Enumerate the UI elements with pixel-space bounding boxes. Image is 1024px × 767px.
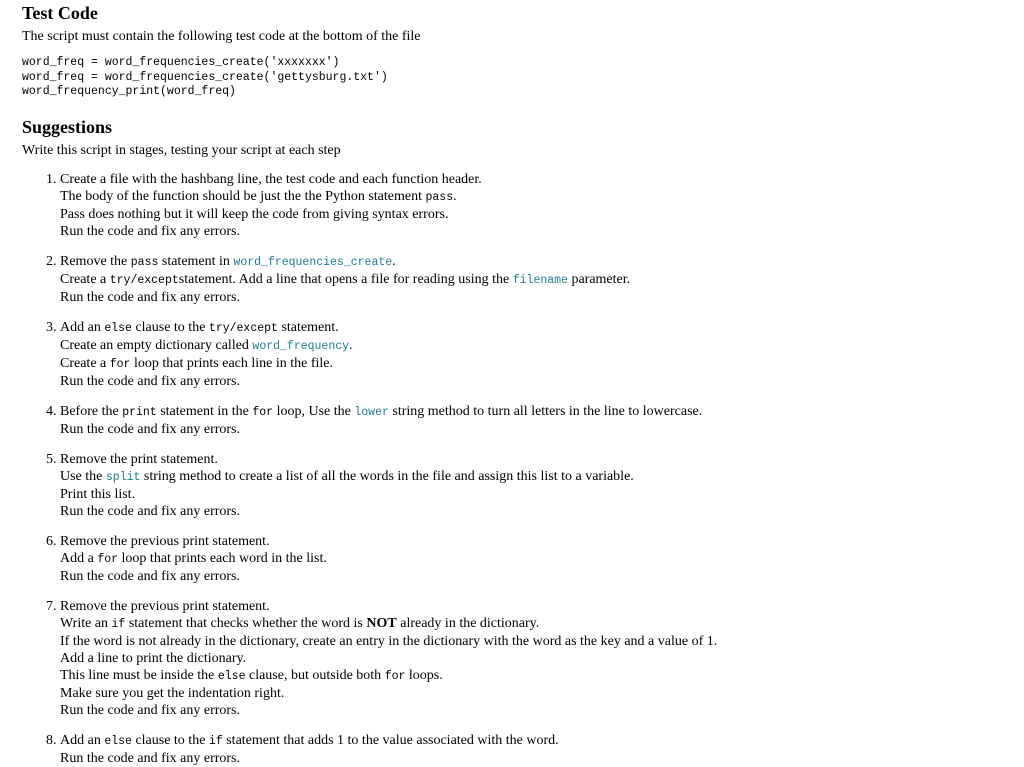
step-item (60, 598, 1024, 719)
step-line (60, 550, 1024, 568)
text-segment: Run the code and fix any errors. (60, 421, 240, 437)
step-line (60, 451, 1024, 468)
inline-code: print (122, 405, 157, 419)
step-line (60, 373, 1024, 390)
inline-code: split (105, 470, 141, 484)
step-line (60, 533, 1024, 550)
text-segment: Run the code and fix any errors. (60, 702, 240, 718)
text-segment: clause, but outside both (245, 667, 385, 683)
step-line (60, 271, 1024, 289)
test-code-heading: Test Code (22, 3, 98, 23)
text-segment: Before the (60, 403, 123, 419)
inline-code: pass (130, 255, 159, 269)
text-segment: Add an (60, 732, 105, 748)
text-segment: The body of the function should be just the the Python statement (60, 188, 426, 204)
inline-code: if (111, 617, 126, 631)
step-line (60, 486, 1024, 503)
code-line: word_freq = word_frequencies_create('xxxxxxx') (22, 56, 340, 69)
text-segment: Run the code and fix any errors. (60, 750, 240, 766)
text-segment: statement. Add a line that opens a file for reading using the (178, 271, 513, 287)
text-segment: statement in (158, 253, 234, 269)
step-line (60, 503, 1024, 520)
text-segment: statement in the (156, 403, 253, 419)
text-segment: Create a (60, 271, 110, 287)
step-line (60, 615, 1024, 633)
text-segment: statement that checks whether the word is (125, 615, 367, 631)
text-segment: Write an (60, 615, 112, 631)
text-segment: clause to the (131, 732, 209, 748)
code-line: word_freq = word_frequencies_create('gettysburg.txt') (22, 70, 388, 84)
text-segment: Remove the (60, 253, 131, 269)
inline-code: filename (512, 273, 568, 287)
text-segment: Add a line to print the dictionary. (60, 650, 247, 666)
step-item (60, 253, 1024, 306)
step-line (60, 468, 1024, 486)
emphasis-text: NOT (366, 615, 397, 631)
step-line (60, 421, 1024, 438)
step-line (60, 319, 1024, 337)
text-segment: Create a (60, 355, 110, 371)
suggestions-heading: Suggestions (22, 116, 113, 137)
step-line (60, 253, 1024, 271)
test-code-block (22, 56, 1024, 100)
inline-code: lower (354, 405, 389, 419)
code-line: word_frequency_print(word_freq) (22, 85, 236, 98)
text-segment: Add a (60, 550, 98, 566)
text-segment: loop, Use the (273, 403, 355, 419)
step-item (60, 533, 1024, 585)
text-segment: Remove the print statement. (60, 451, 218, 467)
inline-code: word_frequency (252, 339, 350, 353)
inline-code: for (109, 357, 131, 371)
text-segment: Add an (60, 319, 105, 335)
step-line (60, 223, 1024, 240)
text-segment: Run the code and fix any errors. (60, 373, 240, 389)
step-line (60, 667, 1024, 685)
text-segment: Run the code and fix any errors. (60, 223, 240, 239)
text-segment: Make sure you get the indentation right. (60, 685, 285, 701)
inline-code: word_frequencies_create (233, 255, 393, 269)
text-segment: Create a file with the hashbang line, the test code and each function header. (60, 171, 482, 187)
step-item (60, 451, 1024, 520)
text-segment: Run the code and fix any errors. (60, 503, 240, 519)
text-segment: parameter. (567, 271, 631, 287)
text-segment: If the word is not already in the dictionary, create an entry in the dictionary with the word as the key and a value of 1. (60, 633, 718, 649)
text-segment: loop that prints each word in the list. (118, 550, 327, 566)
text-segment: Create an empty dictionary called (60, 337, 253, 353)
text-segment: Remove the previous print statement. (60, 533, 270, 549)
step-line (60, 355, 1024, 373)
step-line (60, 403, 1024, 421)
text-segment: . (453, 188, 457, 204)
text-segment: Print this list. (60, 486, 136, 502)
inline-code: for (252, 405, 274, 419)
text-segment: . (392, 253, 396, 269)
inline-code: else (104, 734, 132, 748)
step-line (60, 633, 1024, 650)
suggestions-intro: Write this script in stages, testing your script at each step (22, 142, 341, 158)
step-line (60, 702, 1024, 719)
text-segment: Run the code and fix any errors. (60, 289, 240, 305)
inline-code: for (97, 552, 119, 566)
text-segment: Pass does nothing but it will keep the code from giving syntax errors. (60, 206, 449, 222)
text-segment: statement that adds 1 to the value associated with the word. (222, 732, 559, 748)
step-line (60, 206, 1024, 223)
step-line (60, 650, 1024, 667)
inline-code: pass (425, 190, 454, 204)
text-segment: already in the dictionary. (396, 615, 540, 631)
step-line (60, 598, 1024, 615)
inline-code: try/except (208, 321, 278, 335)
text-segment: Use the (60, 468, 106, 484)
step-line (60, 337, 1024, 355)
text-segment: clause to the (131, 319, 209, 335)
step-line (60, 685, 1024, 702)
text-segment: . (349, 337, 353, 353)
inline-code: try/except (109, 273, 179, 287)
text-segment: string method to create a list of all the words in the file and assign this list to a variable. (140, 468, 634, 484)
inline-code: if (208, 734, 223, 748)
step-item (60, 732, 1024, 767)
text-segment: loop that prints each line in the file. (130, 355, 334, 371)
step-line (60, 732, 1024, 750)
step-line (60, 188, 1024, 206)
text-segment: loops. (405, 667, 443, 683)
text-segment: Run the code and fix any errors. (60, 568, 240, 584)
step-item (60, 403, 1024, 438)
step-item (60, 319, 1024, 390)
steps-list (22, 171, 1024, 767)
inline-code: else (104, 321, 132, 335)
step-line (60, 171, 1024, 188)
inline-code: else (217, 669, 246, 683)
step-line (60, 289, 1024, 306)
step-item (60, 171, 1024, 240)
text-segment: This line must be inside the (60, 667, 218, 683)
text-segment: statement. (277, 319, 339, 335)
inline-code: for (384, 669, 406, 683)
step-line (60, 568, 1024, 585)
text-segment: string method to turn all letters in the line to lowercase. (388, 403, 703, 419)
test-code-intro: The script must contain the following test code at the bottom of the file (22, 29, 421, 44)
step-line (60, 750, 1024, 767)
text-segment: Remove the previous print statement. (60, 598, 270, 614)
